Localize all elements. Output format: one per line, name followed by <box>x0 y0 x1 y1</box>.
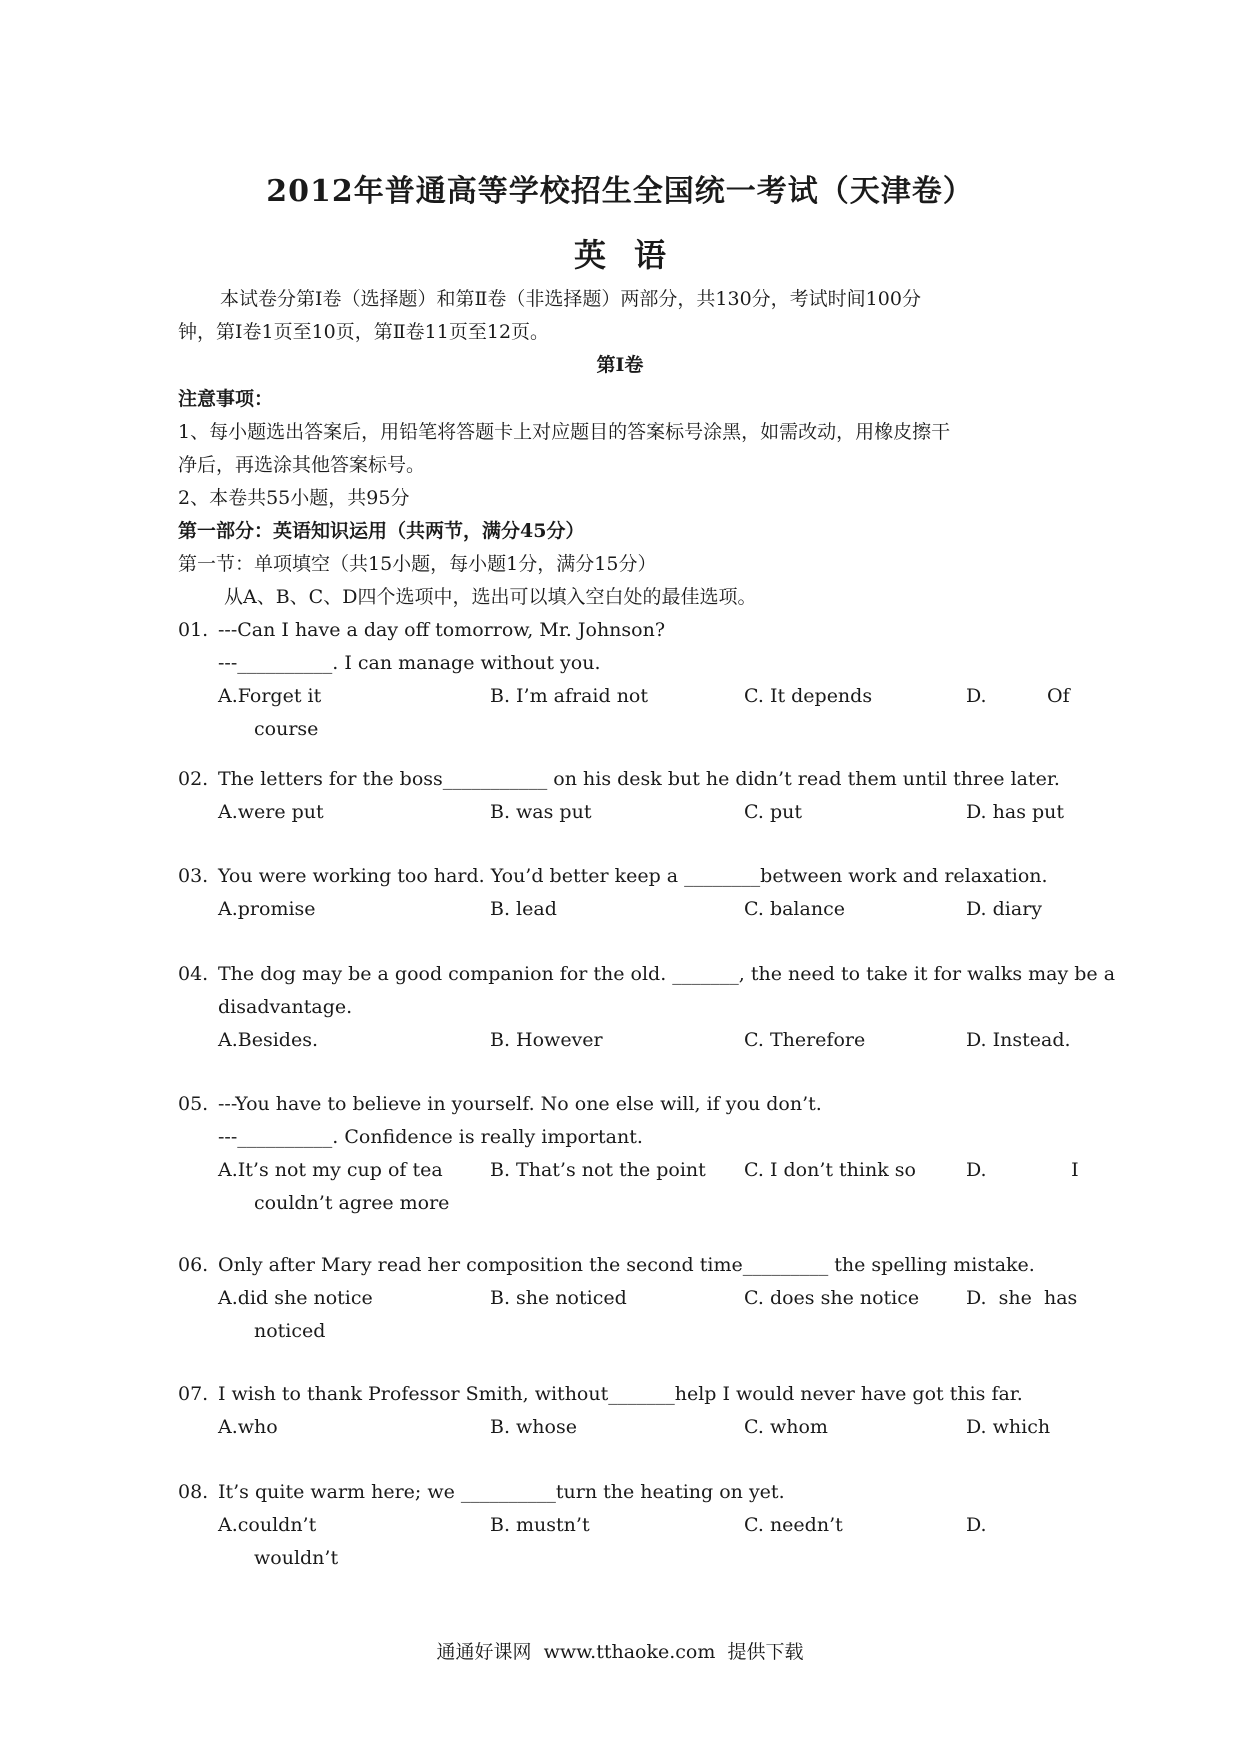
option-a: A.Forget it <box>218 685 322 707</box>
option-d: D. <box>966 1514 987 1536</box>
option-a: A.Besides. <box>218 1029 318 1051</box>
notes-block <box>178 383 1068 614</box>
question-06 <box>178 1249 1078 1348</box>
option-b: B. That’s not the point <box>490 1159 706 1181</box>
option-c: C. I don’t think so <box>744 1159 916 1181</box>
option-d-wrap: noticed <box>254 1320 326 1342</box>
option-d: D. has put <box>966 801 1065 823</box>
options-row <box>178 893 1068 926</box>
question-number: 08. <box>178 1481 209 1503</box>
question-08 <box>178 1476 1068 1575</box>
option-d: D. Instead. <box>966 1029 1071 1051</box>
question-stem: The dog may be a good companion for the old. _______, the need to take it for walks may be a <box>218 963 1116 985</box>
option-d-wrap: couldn’t agree more <box>254 1192 450 1214</box>
option-b: B. However <box>490 1029 603 1051</box>
option-a: A.were put <box>218 801 324 823</box>
question-stem: ---You have to believe in yourself. No one else will, if you don’t. <box>218 1093 822 1115</box>
section1-instruction: 从A、B、C、D四个选项中，选出可以填入空白处的最佳选项。 <box>224 586 757 608</box>
options-row <box>178 1282 1078 1315</box>
page-footer: 通通好课网 www.tthaoke.com 提供下载 <box>436 1641 804 1663</box>
question-04 <box>178 958 1116 1057</box>
option-d: D. she has <box>966 1287 1078 1309</box>
question-stem-line-2: ---__________. Confidence is really important. <box>218 1126 643 1148</box>
option-d: D. I <box>966 1159 1079 1181</box>
option-a: A.did she notice <box>218 1287 373 1309</box>
options-row <box>178 1509 1068 1542</box>
option-a: A.couldn’t <box>218 1514 317 1536</box>
option-a: A.who <box>218 1416 278 1438</box>
option-a: A.promise <box>218 898 316 920</box>
question-stem: It’s quite warm here; we __________turn the heating on yet. <box>218 1481 785 1503</box>
question-number: 01. <box>178 619 209 641</box>
option-d: D. which <box>966 1416 1051 1438</box>
question-03 <box>178 860 1068 926</box>
option-c: C. whom <box>744 1416 828 1438</box>
option-c: C. put <box>744 801 802 823</box>
option-d-wrap: wouldn’t <box>254 1547 339 1569</box>
intro-paragraph <box>178 283 1068 349</box>
part1-heading: 第一部分：英语知识运用（共两节，满分45分） <box>178 520 585 542</box>
question-stem-line-2: disadvantage. <box>218 996 353 1018</box>
option-d: D. Of <box>966 685 1070 707</box>
question-stem: Only after Mary read her composition the second time_________ the spelling mistake. <box>218 1254 1035 1276</box>
option-c: C. needn’t <box>744 1514 843 1536</box>
option-b: B. was put <box>490 801 592 823</box>
option-d: D. diary <box>966 898 1043 920</box>
option-b: B. I’m afraid not <box>490 685 649 707</box>
option-c: C. balance <box>744 898 845 920</box>
question-stem: The letters for the boss___________ on his desk but he didn’t read them until three later. <box>218 768 1060 790</box>
question-number: 02. <box>178 768 209 790</box>
question-stem-line-2: ---__________. I can manage without you. <box>218 652 601 674</box>
intro-line-2: 钟，第Ⅰ卷1页至10页，第Ⅱ卷11页至12页。 <box>178 321 550 343</box>
option-b: B. she noticed <box>490 1287 627 1309</box>
question-number: 06. <box>178 1254 209 1276</box>
option-a: A.It’s not my cup of tea <box>218 1159 443 1181</box>
question-stem: You were working too hard. You’d better keep a ________between work and relaxation. <box>218 865 1048 887</box>
question-02 <box>178 763 1068 829</box>
question-05 <box>178 1088 1079 1220</box>
question-07 <box>178 1378 1068 1444</box>
notes-heading: 注意事项： <box>178 388 274 410</box>
option-b: B. whose <box>490 1416 577 1438</box>
option-b: B. lead <box>490 898 557 920</box>
volume-heading: 第Ⅰ卷 <box>596 354 644 376</box>
option-d-wrap: course <box>254 718 319 740</box>
options-row <box>178 1411 1068 1444</box>
question-number: 03. <box>178 865 209 887</box>
option-b: B. mustn’t <box>490 1514 590 1536</box>
question-number: 07. <box>178 1383 209 1405</box>
option-c: C. does she notice <box>744 1287 920 1309</box>
question-number: 05. <box>178 1093 209 1115</box>
subject-heading: 英语 <box>573 236 694 274</box>
option-c: C. Therefore <box>744 1029 866 1051</box>
question-stem: ---Can I have a day off tomorrow, Mr. Johnson? <box>218 619 666 641</box>
section1-heading: 第一节：单项填空（共15小题，每小题1分，满分15分） <box>178 553 657 575</box>
question-stem: I wish to thank Professor Smith, without_______help I would never have got this far. <box>218 1383 1023 1405</box>
question-01 <box>178 614 1068 746</box>
options-row <box>178 1154 1079 1187</box>
options-row <box>178 680 1068 713</box>
intro-line-1: 本试卷分第Ⅰ卷（选择题）和第Ⅱ卷（非选择题）两部分，共130分，考试时间100分 <box>220 288 921 310</box>
options-row <box>178 796 1068 829</box>
notes-item-1-line-2: 净后，再选涂其他答案标号。 <box>178 454 426 476</box>
notes-item-2: 2、本卷共55小题，共95分 <box>178 487 410 509</box>
options-row <box>178 1024 1071 1057</box>
question-number: 04. <box>178 963 209 985</box>
exam-title: 2012年普通高等学校招生全国统一考试（天津卷） <box>266 174 974 209</box>
notes-item-1-line-1: 1、每小题选出答案后，用铅笔将答题卡上对应题目的答案标号涂黑，如需改动，用橡皮擦干 <box>178 421 951 443</box>
option-c: C. It depends <box>744 685 873 707</box>
